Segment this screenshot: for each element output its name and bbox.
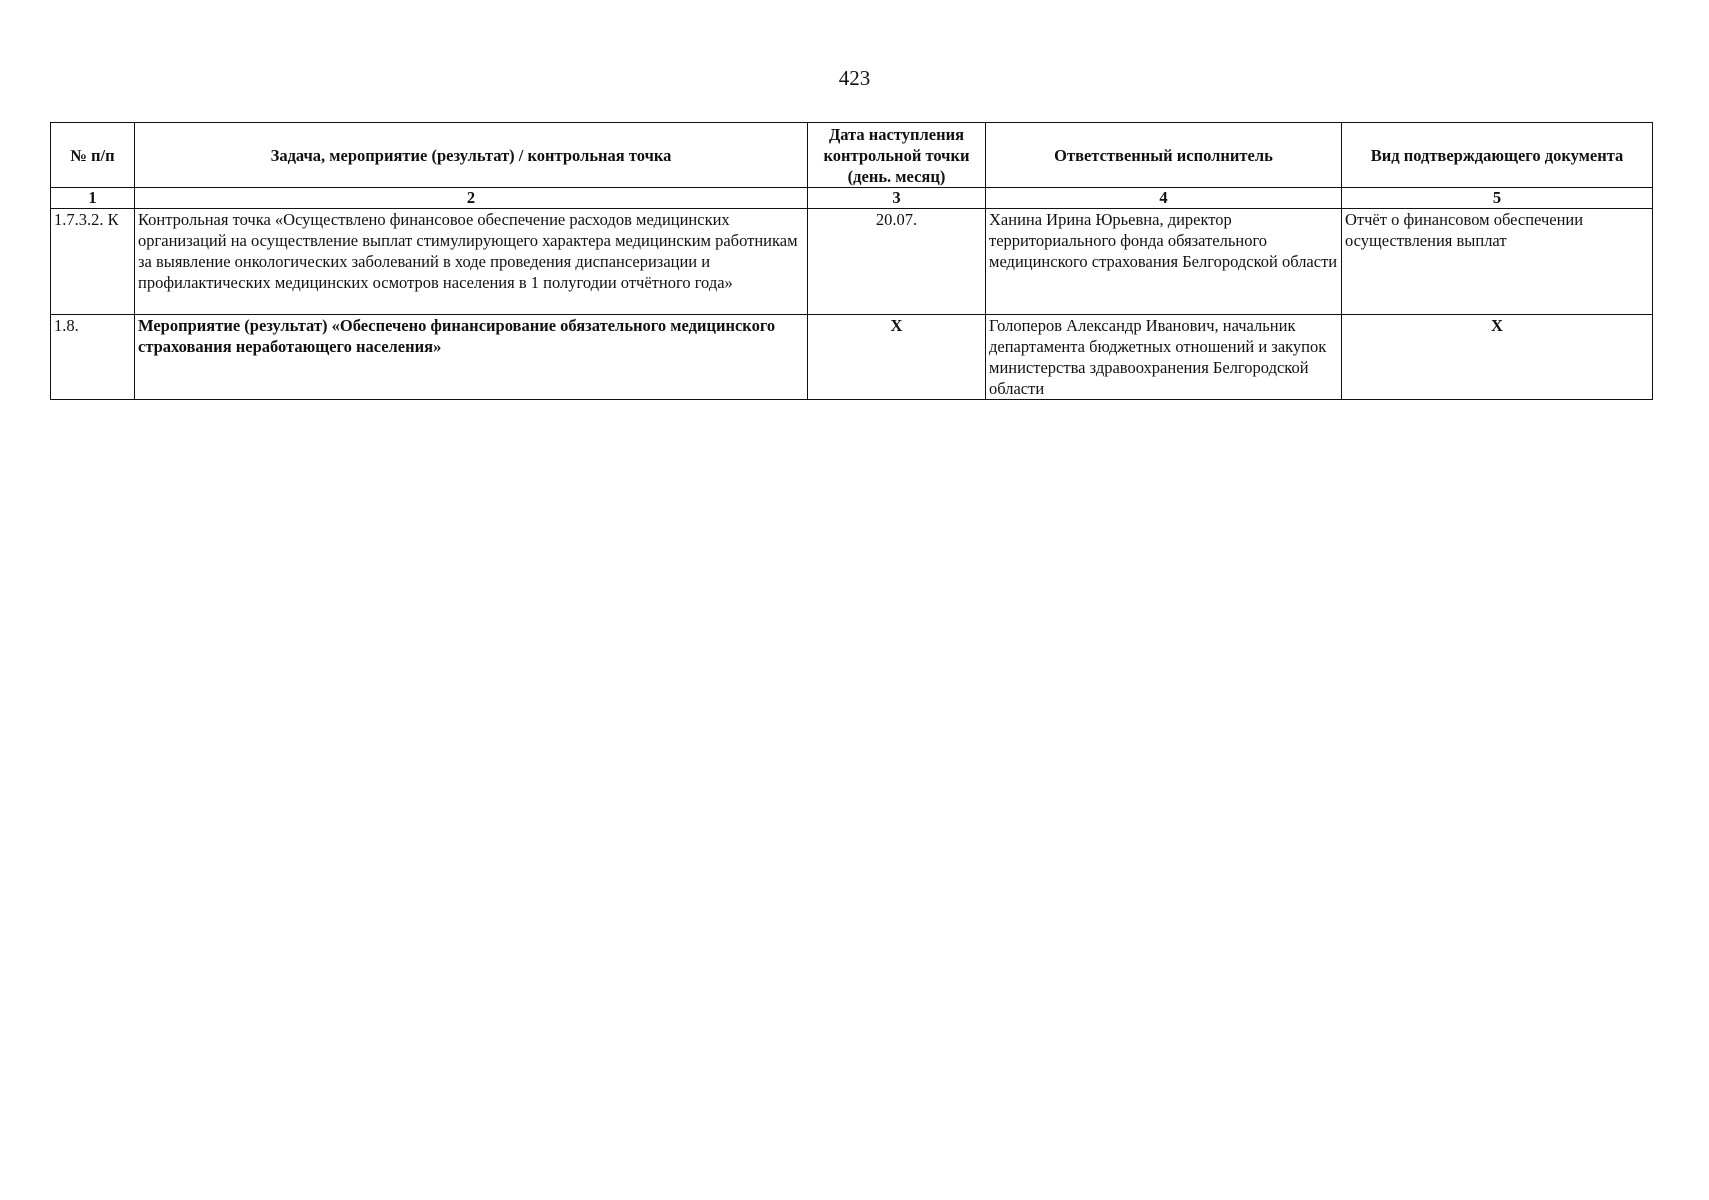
table-row xyxy=(51,315,1653,400)
page-number: 423 xyxy=(838,66,871,90)
row-number: 1.7.3.2. К xyxy=(51,209,135,315)
row-document: X xyxy=(1342,315,1653,400)
column-number: 1 xyxy=(51,188,135,209)
row-task: Контрольная точка «Осуществлено финансовое обеспечение расходов медицинских организаций на осуществление выплат стимулирующего характера медицинским работникам за выявление онкологических заболеваний в ходе проведения диспансеризации и профилактических медицинских осмотров населения в 1 полугодии отчётного года» xyxy=(135,209,808,315)
column-number: 3 xyxy=(808,188,986,209)
header-document: Вид подтверждающего документа xyxy=(1342,123,1653,188)
row-date: X xyxy=(808,315,986,400)
header-date: Дата наступления контрольной точки (день. месяц) xyxy=(808,123,986,188)
row-document: Отчёт о финансовом обеспечении осуществления выплат xyxy=(1342,209,1653,315)
column-number: 5 xyxy=(1342,188,1653,209)
table-header-row xyxy=(51,123,1653,188)
header-responsible: Ответственный исполнитель xyxy=(986,123,1342,188)
column-number: 2 xyxy=(135,188,808,209)
row-responsible: Ханина Ирина Юрьевна, директор территориального фонда обязательного медицинского страхования Белгородской области xyxy=(986,209,1342,315)
column-number: 4 xyxy=(986,188,1342,209)
row-date: 20.07. xyxy=(808,209,986,315)
row-task: Мероприятие (результат) «Обеспечено финансирование обязательного медицинского страхования неработающего населения» xyxy=(135,315,808,400)
header-num: № п/п xyxy=(51,123,135,188)
table-row xyxy=(51,209,1653,315)
row-number: 1.8. xyxy=(51,315,135,400)
header-task: Задача, мероприятие (результат) / контрольная точка xyxy=(135,123,808,188)
control-points-table xyxy=(50,122,1653,400)
row-responsible: Голоперов Александр Иванович, начальник департамента бюджетных отношений и закупок министерства здравоохранения Белгородской области xyxy=(986,315,1342,400)
column-numbers-row xyxy=(51,188,1653,209)
